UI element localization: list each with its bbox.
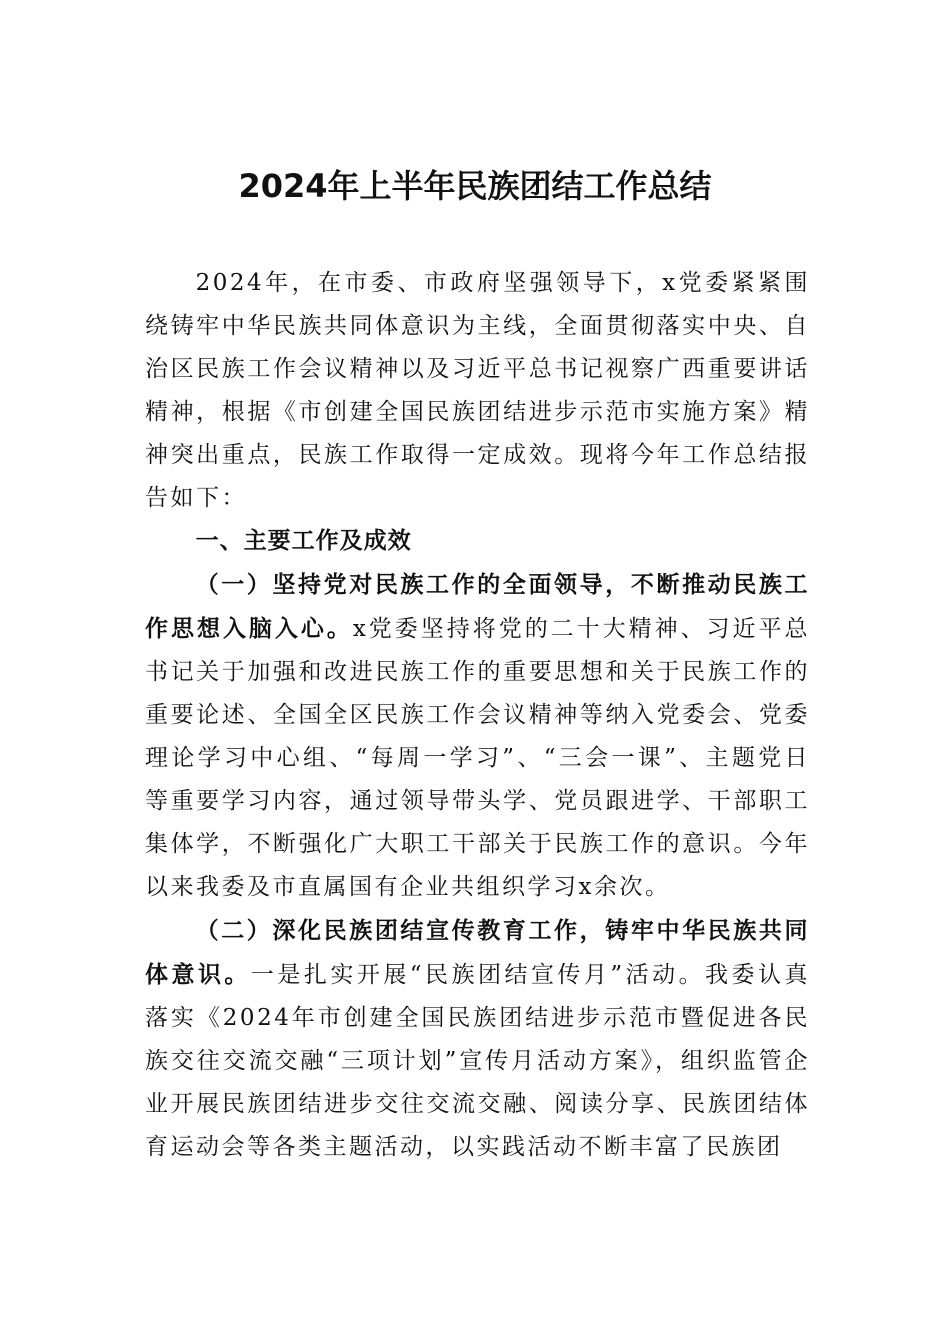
- item-2-paragraph: [145, 909, 810, 1169]
- item-2-body: 一是扎实开展“民族团结宣传月”活动。我委认真落实《2024年市创建全国民族团结进步示范市暨促进各民族交往交流交融“三项计划”宣传月活动方案》，组织监管企业开展民族团结进步交往交流交融、阅读分享、民族团结体育运动会等各类主题活动，以实践活动不断丰富了民族团: [145, 962, 810, 1160]
- item-1-paragraph: [145, 563, 810, 909]
- item-1-heading: （一）坚持党对民族工作的全面领导，不断推动民族工作思想入脑入心。: [145, 571, 810, 642]
- item-2-heading: （二）深化民族团结宣传教育工作，铸牢中华民族共同体意识。: [145, 917, 810, 988]
- section-heading-main-work: 一、主要工作及成效: [195, 528, 412, 554]
- intro-paragraph: 2024年，在市委、市政府坚强领导下，x党委紧紧围绕铸牢中华民族共同体意识为主线，全面贯彻落实中央、自治区民族工作会议精神以及习近平总书记视察广西重要讲话精神，根据《市创建全国民族团结进步示范市实施方案》精神突出重点，民族工作取得一定成效。现将今年工作总结报告如下：: [145, 270, 810, 511]
- document-title: 2024年上半年民族团结工作总结: [238, 167, 712, 205]
- item-1-body: x党委坚持将党的二十大精神、习近平总书记关于加强和改进民族工作的重要思想和关于民族工作的重要论述、全国全区民族工作会议精神等纳入党委会、党委理论学习中心组、“每周一学习”、“三会一课”、主题党日等重要学习内容，通过领导带头学、党员跟进学、干部职工集体学，不断强化广大职工干部关于民族工作的意识。今年以来我委及市直属国有企业共组织学习x余次。: [145, 616, 811, 900]
- document-body: [145, 262, 810, 1169]
